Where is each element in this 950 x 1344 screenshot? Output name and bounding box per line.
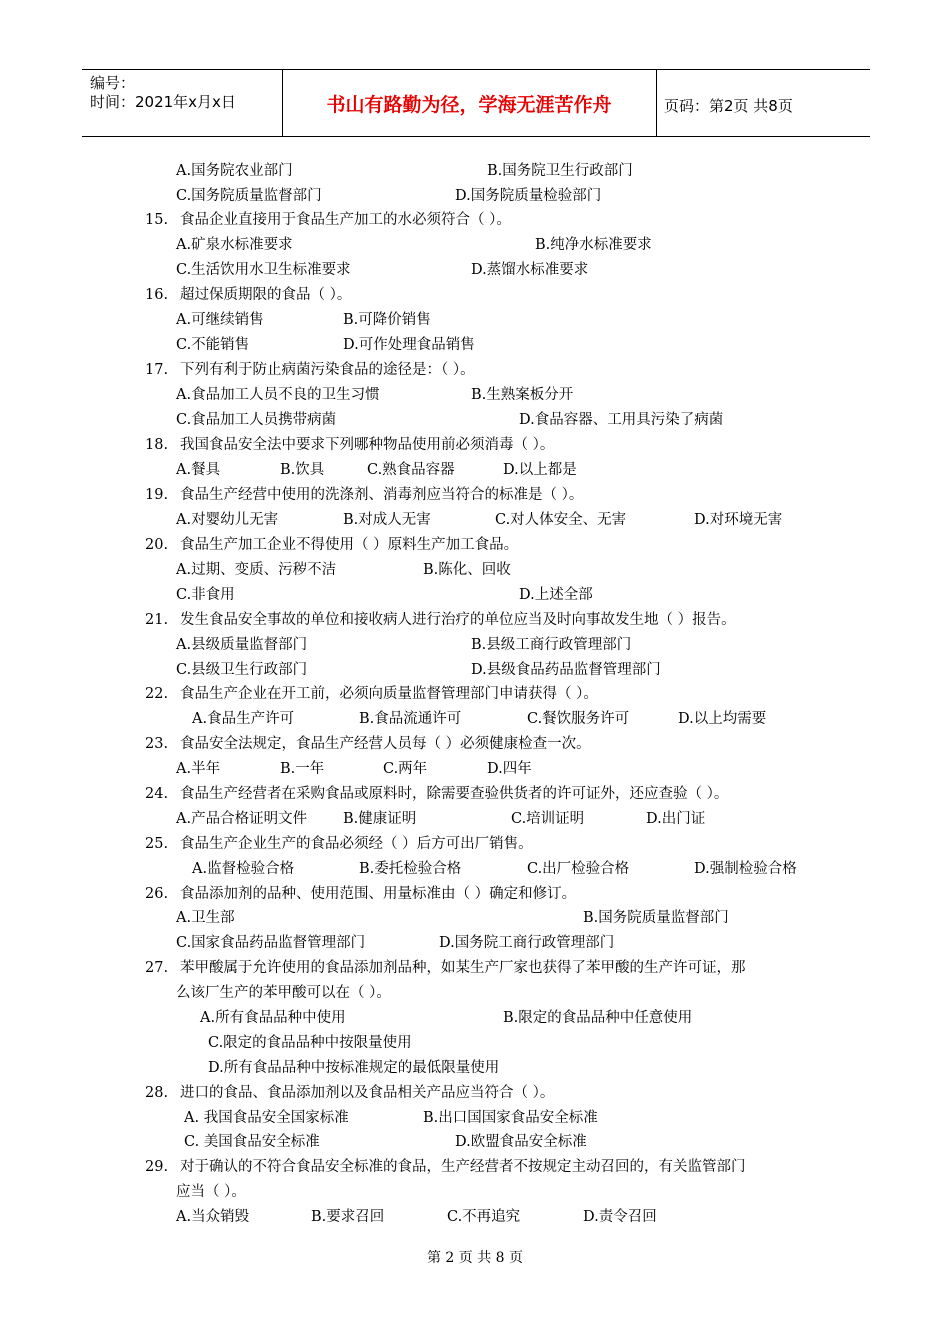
question-text-continued: 么该厂生产的苯甲酸可以在（ ）。 bbox=[176, 985, 391, 1001]
question-number: 29. bbox=[145, 1159, 169, 1175]
option-text: A.过期、变质、污秽不洁 bbox=[176, 562, 337, 578]
option-text: A.监督检验合格 bbox=[192, 861, 295, 877]
question-number: 17. bbox=[145, 362, 169, 378]
option-text: B.委托检验合格 bbox=[359, 861, 462, 877]
option-text: C.国务院质量监督部门 bbox=[176, 188, 322, 204]
question-text: 下列有利于防止病菌污染食品的途径是：（ ）。 bbox=[180, 362, 475, 378]
option-text: B.限定的食品品种中任意使用 bbox=[503, 1010, 693, 1026]
option-text: D.以上都是 bbox=[503, 462, 577, 478]
question-text: 对于确认的不符合食品安全标准的食品，生产经营者不按规定主动召回的，有关监管部门 bbox=[180, 1159, 746, 1175]
question-number: 22. bbox=[145, 686, 169, 702]
option-text: A.卫生部 bbox=[176, 910, 235, 926]
option-text: C.县级卫生行政部门 bbox=[176, 662, 308, 678]
option-text: B.对成人无害 bbox=[343, 512, 431, 528]
question-text: 苯甲酸属于允许使用的食品添加剂品种，如某生产厂家也获得了苯甲酸的生产许可证，那 bbox=[180, 960, 746, 976]
option-text: A.所有食品品种中使用 bbox=[200, 1010, 346, 1026]
question-number: 23. bbox=[145, 736, 169, 752]
question-text-continued: 应当（ ）。 bbox=[176, 1184, 246, 1200]
question-text: 食品生产加工企业不得使用（ ）原料生产加工食品。 bbox=[180, 537, 519, 553]
option-text: B.纯净水标准要求 bbox=[535, 237, 652, 253]
header-top-rule bbox=[82, 69, 870, 70]
option-text: D.欧盟食品安全标准 bbox=[455, 1134, 587, 1150]
option-text: A.县级质量监督部门 bbox=[176, 637, 308, 653]
question-number: 21. bbox=[145, 612, 169, 628]
option-text: A.半年 bbox=[176, 761, 221, 777]
question-text: 我国食品安全法中要求下列哪种物品使用前必须消毒（ ）。 bbox=[180, 437, 555, 453]
option-text: A.产品合格证明文件 bbox=[176, 811, 308, 827]
option-text: D.强制检验合格 bbox=[694, 861, 797, 877]
option-text: C.限定的食品品种中按限量使用 bbox=[208, 1035, 412, 1051]
option-text: D.国务院工商行政管理部门 bbox=[439, 935, 615, 951]
option-text: D.以上均需要 bbox=[678, 711, 767, 727]
option-text: A.餐具 bbox=[176, 462, 221, 478]
option-text: D.国务院质量检验部门 bbox=[455, 188, 602, 204]
option-text: C.非食用 bbox=[176, 587, 235, 603]
question-number: 16. bbox=[145, 287, 169, 303]
option-text: B.要求召回 bbox=[311, 1209, 385, 1225]
question-text: 发生食品安全事故的单位和接收病人进行治疗的单位应当及时向事故发生地（ ）报告。 bbox=[180, 612, 736, 628]
header-divider-left bbox=[282, 69, 283, 136]
option-text: C.对人体安全、无害 bbox=[495, 512, 627, 528]
option-text: D.责令召回 bbox=[583, 1209, 657, 1225]
question-text: 食品生产经营中使用的洗涤剂、消毒剂应当符合的标准是（ ）。 bbox=[180, 487, 584, 503]
header-bottom-rule bbox=[82, 136, 870, 137]
option-text: A.当众销毁 bbox=[176, 1209, 250, 1225]
option-text: A.食品加工人员不良的卫生习惯 bbox=[176, 387, 380, 403]
option-text: A.矿泉水标准要求 bbox=[176, 237, 293, 253]
option-text: C.不能销售 bbox=[176, 337, 250, 353]
option-text: B.县级工商行政管理部门 bbox=[471, 637, 632, 653]
question-text: 超过保质期限的食品（ ）。 bbox=[180, 287, 352, 303]
question-number: 24. bbox=[145, 786, 169, 802]
option-text: B.出口国国家食品安全标准 bbox=[423, 1110, 598, 1126]
question-text: 食品安全法规定，食品生产经营人员每（ ）必须健康检查一次。 bbox=[180, 736, 591, 752]
header-page-label: 页码：第2页 共8页 bbox=[664, 97, 793, 115]
question-number: 25. bbox=[145, 836, 169, 852]
question-number: 18. bbox=[145, 437, 169, 453]
header-number-label: 编号： bbox=[90, 74, 136, 92]
question-number: 26. bbox=[145, 886, 169, 902]
option-text: D.县级食品药品监督管理部门 bbox=[471, 662, 661, 678]
option-text: A.可继续销售 bbox=[176, 312, 264, 328]
header-time-label: 时间：2021年x月x日 bbox=[90, 93, 236, 111]
option-text: D.对环境无害 bbox=[694, 512, 783, 528]
option-text: C.熟食品容器 bbox=[367, 462, 455, 478]
question-number: 15. bbox=[145, 212, 169, 228]
option-text: D.所有食品品种中按标准规定的最低限量使用 bbox=[208, 1060, 500, 1076]
option-text: C.不再追究 bbox=[447, 1209, 521, 1225]
option-text: D.蒸馏水标准要求 bbox=[471, 262, 589, 278]
option-text: C.国家食品药品监督管理部门 bbox=[176, 935, 366, 951]
option-text: C.食品加工人员携带病菌 bbox=[176, 412, 337, 428]
option-text: B.饮具 bbox=[280, 462, 325, 478]
option-text: D.食品容器、工用具污染了病菌 bbox=[519, 412, 724, 428]
option-text: B.陈化、回收 bbox=[423, 562, 511, 578]
option-text: C.生活饮用水卫生标准要求 bbox=[176, 262, 351, 278]
header-motto: 书山有路勤为径，学海无涯苦作舟 bbox=[326, 94, 612, 116]
question-text: 进口的食品、食品添加剂以及食品相关产品应当符合（ ）。 bbox=[180, 1085, 555, 1101]
option-text: B.一年 bbox=[280, 761, 325, 777]
option-text: D.可作处理食品销售 bbox=[343, 337, 475, 353]
option-text: C. 美国食品安全标准 bbox=[184, 1134, 320, 1150]
option-text: C.出厂检验合格 bbox=[527, 861, 630, 877]
option-text: C.餐饮服务许可 bbox=[527, 711, 630, 727]
option-text: B.健康证明 bbox=[343, 811, 417, 827]
option-text: B.国务院卫生行政部门 bbox=[487, 163, 633, 179]
option-text: D.出门证 bbox=[646, 811, 706, 827]
question-text: 食品企业直接用于食品生产加工的水必须符合（ ）。 bbox=[180, 212, 511, 228]
question-text: 食品生产企业生产的食品必须经（ ）后方可出厂销售。 bbox=[180, 836, 533, 852]
question-text: 食品生产经营者在采购食品或原料时，除需要查验供货者的许可证外，还应查验（ ）。 bbox=[180, 786, 729, 802]
option-text: A.对婴幼儿无害 bbox=[176, 512, 279, 528]
question-number: 19. bbox=[145, 487, 169, 503]
option-text: B.可降价销售 bbox=[343, 312, 431, 328]
header-divider-right bbox=[656, 69, 657, 136]
option-text: A.国务院农业部门 bbox=[176, 163, 293, 179]
question-text: 食品添加剂的品种、使用范围、用量标准由（ ）确定和修订。 bbox=[180, 886, 577, 902]
question-number: 20. bbox=[145, 537, 169, 553]
question-number: 27. bbox=[145, 960, 169, 976]
option-text: D.上述全部 bbox=[519, 587, 593, 603]
option-text: B.生熟案板分开 bbox=[471, 387, 574, 403]
option-text: C.两年 bbox=[383, 761, 428, 777]
page-footer: 第 2 页 共 8 页 bbox=[426, 1250, 524, 1266]
question-text: 食品生产企业在开工前，必须向质量监督管理部门申请获得（ ）。 bbox=[180, 686, 598, 702]
option-text: B.食品流通许可 bbox=[359, 711, 462, 727]
question-number: 28. bbox=[145, 1085, 169, 1101]
option-text: A. 我国食品安全国家标准 bbox=[184, 1110, 349, 1126]
option-text: A.食品生产许可 bbox=[192, 711, 295, 727]
option-text: B.国务院质量监督部门 bbox=[583, 910, 729, 926]
option-text: D.四年 bbox=[487, 761, 532, 777]
option-text: C.培训证明 bbox=[511, 811, 585, 827]
